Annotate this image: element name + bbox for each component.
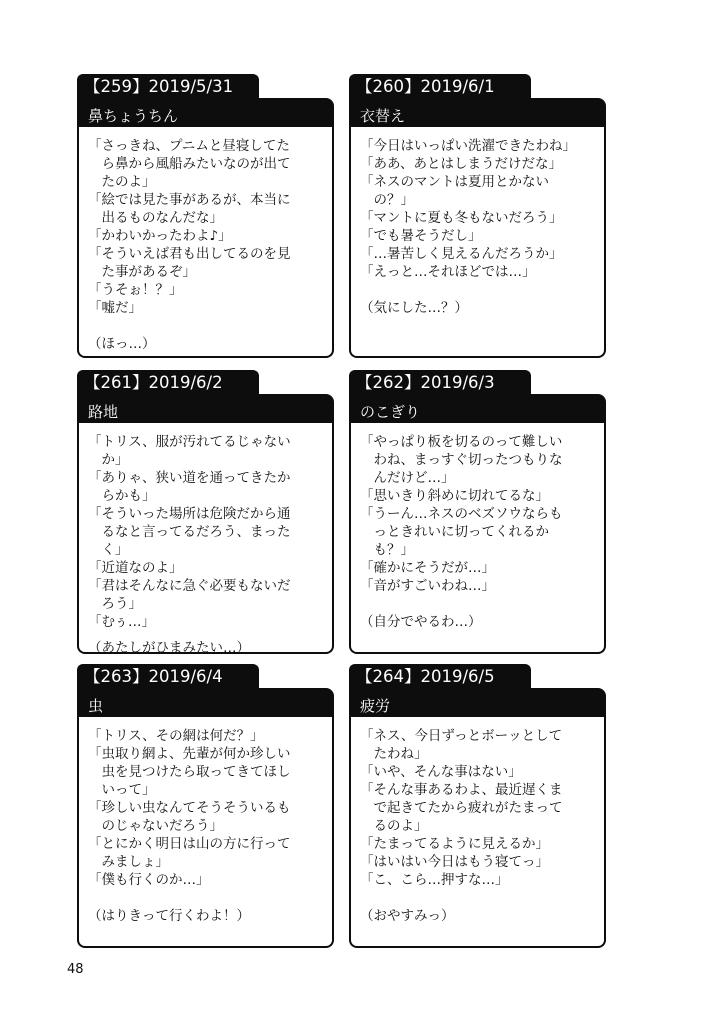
dialogue-line: も？」: [360, 542, 414, 558]
dialogue-line: 「やっぱり板を切るのって難しい: [360, 434, 563, 450]
dialogue-line: みましょ」: [88, 854, 169, 870]
dialogue-line: るなと言ってるだろう、まった: [88, 524, 291, 540]
dialogue-line: 「トリス、服が汚れてるじゃない: [88, 434, 291, 450]
entry-title: 疲労: [360, 697, 391, 715]
dialogue-line: ら鼻から風船みたいなのが出て: [88, 156, 291, 172]
entry-card-259: [77, 74, 334, 362]
entry-title: 路地: [88, 403, 119, 421]
entry-card-262: [349, 370, 606, 658]
dialogue-line: ろう」: [88, 596, 142, 612]
entry-card-264: [349, 664, 606, 952]
entry-dialogue-box: [77, 127, 334, 358]
aside-line: （おやすみっ）: [360, 908, 455, 924]
dialogue-line: 「ネスのマントは夏用とかない: [360, 174, 549, 190]
dialogue-line: 「確かにそうだが…」: [360, 560, 495, 576]
dialogue-line: わね、まっすぐ切ったつもりな: [360, 452, 563, 468]
dialogue-line: 「君はそんなに急ぐ必要もないだ: [88, 578, 291, 594]
entry-number: 【260】2019/6/1: [356, 77, 495, 96]
entry-number-tab: [77, 74, 259, 101]
dialogue-line: っときれいに切ってくれるか: [360, 524, 549, 540]
entry-number: 【259】2019/5/31: [84, 77, 234, 96]
dialogue-line: 「いや、そんな事はない」: [360, 764, 522, 780]
dialogue-line: 「むぅ…」: [88, 614, 155, 630]
dialogue-line: 「ネス、今日ずっとボーッとして: [360, 728, 563, 744]
dialogue-line: 「今日はいっぱい洗濯できたわね」: [360, 138, 576, 154]
aside-line: （ほっ…）: [88, 336, 156, 352]
dialogue-line: 「さっきね、プニムと昼寝してた: [88, 138, 290, 154]
dialogue-line: 「とにかく明日は山の方に行って: [88, 836, 291, 852]
dialogue-line: 「僕も行くのか…」: [88, 872, 210, 888]
entry-number-tab: [349, 74, 531, 101]
entry-dialogue-box: [349, 423, 606, 654]
dialogue-line: 「…暑苦しく見えるんだろうか」: [360, 246, 563, 262]
entry-card-261: [77, 370, 334, 658]
entry-number-tab: [349, 664, 531, 691]
dialogue-line: 「そういった場所は危険だから通: [88, 506, 291, 522]
aside-line: （はりきって行くわよ！）: [88, 908, 250, 924]
dialogue-line: 「トリス、その網は何だ？」: [88, 728, 264, 744]
entry-number-tab: [349, 370, 531, 397]
dialogue-line: 「えっと…それほどでは…」: [360, 264, 536, 280]
dialogue-line: 「音がすごいわね…」: [360, 578, 495, 594]
dialogue-line: 「そんな事あるわよ、最近遅くま: [360, 782, 563, 798]
dialogue-line: んだけど…」: [360, 470, 455, 486]
aside-line: （自分でやるわ…）: [360, 614, 482, 630]
entry-dialogue-box: [77, 717, 334, 948]
entry-title: 虫: [88, 697, 104, 715]
page-number: 48: [67, 962, 84, 977]
dialogue-line: 「思いきり斜めに切れてるな」: [360, 488, 549, 504]
entry-number: 【264】2019/6/5: [356, 667, 495, 686]
dialogue-line: 「ありゃ、狭い道を通ってきたか: [88, 470, 291, 486]
entry-title: 衣替え: [360, 107, 406, 125]
dialogue-line: 「たまってるように見えるか」: [360, 836, 549, 852]
dialogue-line: のじゃないだろう」: [88, 818, 223, 834]
entry-number-tab: [77, 664, 259, 691]
dialogue-line: たわね」: [360, 746, 428, 762]
dialogue-line: 「マントに夏も冬もないだろう」: [360, 210, 563, 226]
entry-dialogue-box: [349, 127, 606, 358]
dialogue-line: るのよ」: [360, 818, 428, 834]
dialogue-line: 「でも暑そうだし」: [360, 228, 482, 244]
dialogue-line: 「こ、こら…押すな…」: [360, 872, 509, 888]
dialogue-line: 「嘘だ」: [88, 300, 142, 316]
aside-line: （気にした…？）: [360, 300, 468, 316]
dialogue-line: 出るものなんだな」: [88, 210, 223, 226]
dialogue-line: 虫を見つけたら取ってきてほし: [88, 764, 291, 780]
dialogue-line: らかも」: [88, 488, 156, 504]
dialogue-line: か」: [88, 452, 129, 468]
dialogue-line: で起きてたから疲れがたまって: [360, 800, 563, 816]
dialogue-line: 「はいはい今日はもう寝てっ」: [360, 854, 549, 870]
dialogue-line: 「虫取り網よ、先輩が何か珍しい: [88, 746, 291, 762]
entry-card-260: [349, 74, 606, 362]
entry-dialogue-box: [349, 717, 606, 948]
entry-title: 鼻ちょうちん: [88, 107, 179, 125]
entry-number-tab: [77, 370, 259, 397]
dialogue-line: 「かわいかったわよ♪」: [88, 228, 232, 244]
dialogue-line: 「うそぉ！？」: [88, 282, 183, 298]
dialogue-line: 「珍しい虫なんてそうそういるも: [88, 800, 291, 816]
dialogue-line: 「絵では見た事があるが、本当に: [88, 192, 291, 208]
dialogue-line: く」: [88, 542, 129, 558]
entry-number: 【261】2019/6/2: [84, 373, 223, 392]
dialogue-line: 「そういえば君も出してるのを見: [88, 246, 291, 262]
aside-line: （あたしがひまみたい…）: [88, 640, 250, 656]
entry-card-263: [77, 664, 334, 952]
entry-dialogue-box: [77, 423, 334, 654]
entry-number: 【262】2019/6/3: [356, 373, 495, 392]
dialogue-line: 「近道なのよ」: [88, 560, 183, 576]
entry-number: 【263】2019/6/4: [84, 667, 223, 686]
entry-title: のこぎり: [360, 403, 421, 421]
dialogue-line: 「ああ、あとはしまうだけだな」: [360, 156, 562, 172]
dialogue-line: たのよ」: [88, 174, 156, 190]
dialogue-line: いって」: [88, 782, 156, 798]
dialogue-line: た事があるぞ」: [88, 264, 196, 280]
dialogue-line: 「うーん…ネスのベズソウならも: [360, 506, 563, 522]
dialogue-line: の？」: [360, 192, 414, 208]
